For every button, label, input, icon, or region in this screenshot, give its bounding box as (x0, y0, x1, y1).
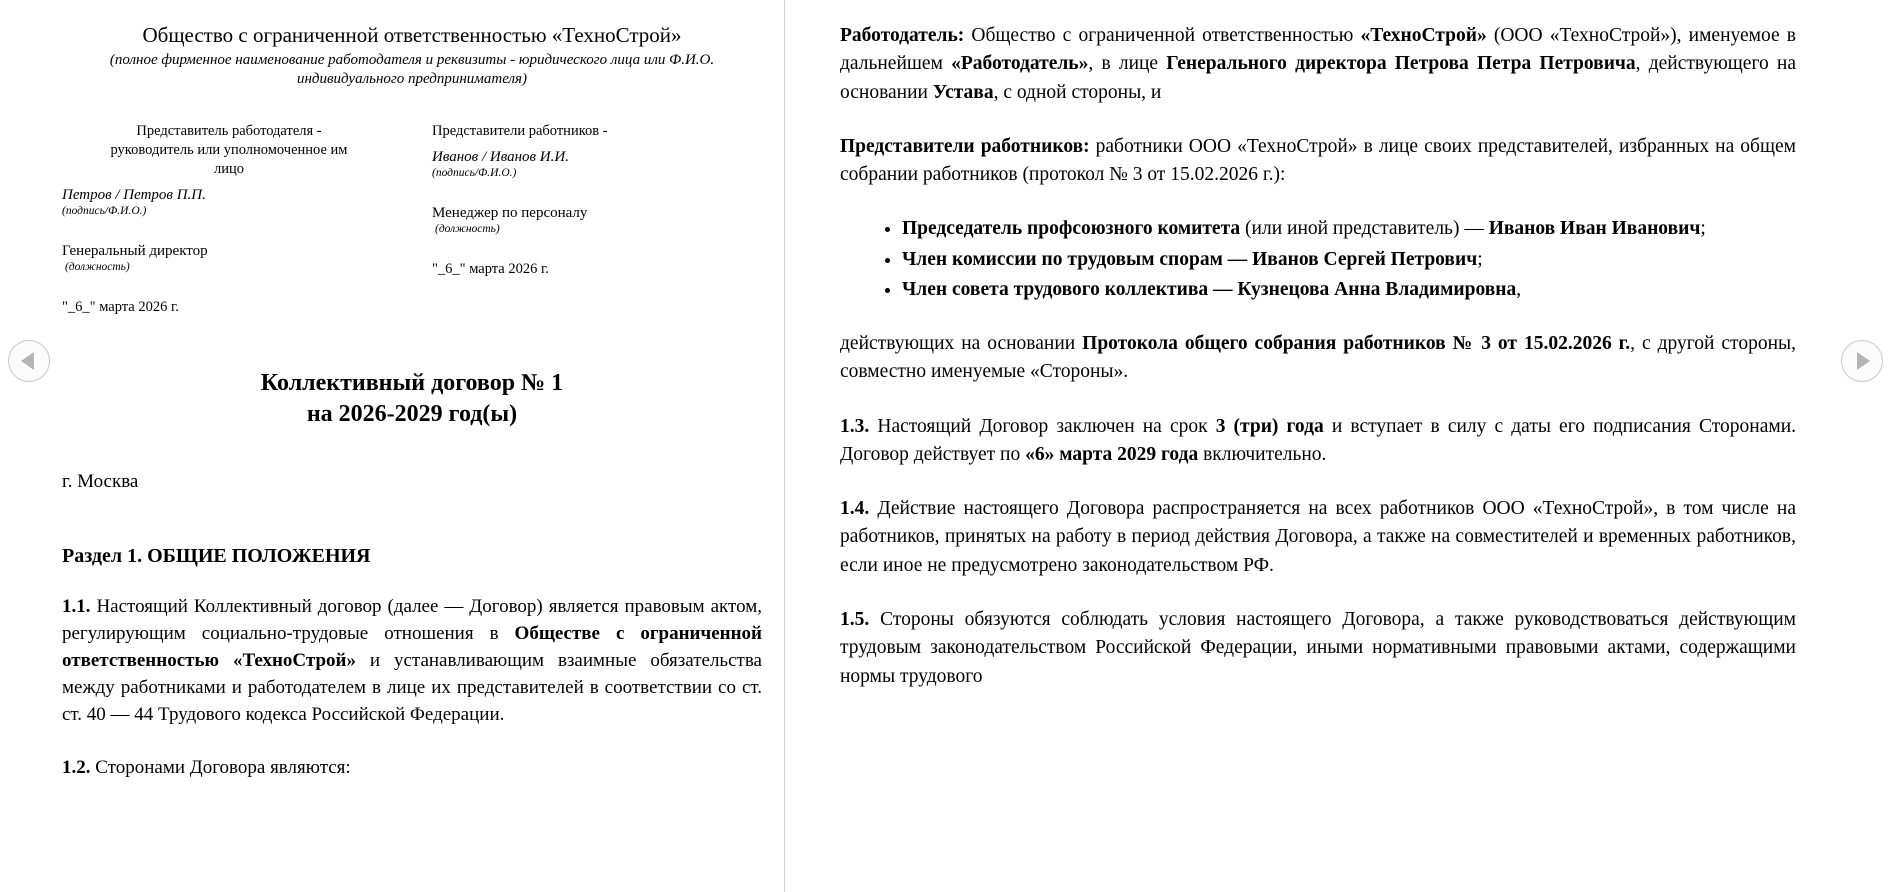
paragraph-1-1-number: 1.1. (62, 595, 91, 617)
paragraph-1-3-bold-2: «6» марта 2029 года (1025, 443, 1199, 465)
employer-bold-4: Генерального директора Петрова Петра Петровича (1166, 53, 1636, 75)
employer-text-2: (ООО «ТехноСтрой»), именуемое в дальнейшем (840, 25, 1796, 75)
previous-page-button[interactable] (8, 340, 50, 382)
rep-1-bold: Член комиссии по трудовым спорам — Иванов Сергей Петрович (902, 248, 1478, 270)
employer-text-1: Общество с ограниченной ответственностью (964, 25, 1361, 46)
paragraph-1-3-text-1: Настоящий Договор заключен на срок (869, 415, 1216, 437)
employer-position-caption: (должность) (65, 260, 130, 273)
rep-2-tail: , (1516, 278, 1522, 300)
acting-bold-1: Протокола общего собрания работников № 3 от 15.02.2026 г. (1082, 333, 1631, 355)
employer-signature-name: Петров / Петров П.П. (62, 187, 206, 204)
employees-position-caption: (должность) (435, 222, 500, 235)
rep-0-mid: (или иной представитель) — (1240, 218, 1489, 240)
paragraph-1-1-text-1: Настоящий Коллективный договор (далее — Договор) является правовым актом, регулирующим социально-трудовые отношения в (62, 595, 762, 644)
rep-0-tail: ; (1700, 218, 1706, 240)
rep-0-bold: Председатель профсоюзного комитета (902, 218, 1241, 240)
paragraph-employees (840, 133, 1796, 190)
employees-signature-name: Иванов / Иванов И.И. (432, 149, 569, 165)
list-item (902, 276, 1796, 304)
paragraph-1-3 (840, 413, 1796, 470)
employer-rep-heading: Представитель работодателя - руководитель или уполномоченное им лицо (110, 122, 348, 178)
document-city: г. Москва (62, 470, 139, 492)
paragraph-1-1-bold-1: Обществе с ограниченной ответственностью «ТехноСтрой» (62, 622, 762, 671)
paragraph-1-2-text-1: Сторонами Договора являются: (90, 756, 351, 778)
rep-2-bold: Член совета трудового коллектива — Кузнецова Анна Владимировна (902, 278, 1517, 300)
employees-position: Менеджер по персоналу (432, 204, 588, 221)
document-title (62, 368, 762, 430)
employees-signature-caption: (подпись/Ф.И.О.) (432, 167, 517, 179)
next-page-button[interactable] (1841, 340, 1883, 382)
paragraph-employer (840, 22, 1796, 107)
employees-rep-heading: Представители работников - (432, 122, 608, 139)
employer-bold-2: «ТехноСтрой» (1360, 25, 1487, 46)
document-title-line-1: Коллективный договор № 1 (260, 370, 564, 397)
list-item (902, 246, 1796, 274)
list-item (902, 215, 1796, 243)
paragraph-1-5-text-1: Стороны обязуются соблюдать условия настоящего Договора, а также руководствоваться действующим трудовым законодательством Российской Федерации, иными нормативными правовыми актами, содержащими нормы трудового (840, 608, 1796, 687)
paragraph-1-4-text-1: Действие настоящего Договора распространяется на всех работников ООО «ТехноСтрой», в том числе на работников, принятых на работу в период действия Договора, а также на совместителей и временных работников, если иное не предусмотрено законодательством РФ. (840, 498, 1796, 576)
paragraph-1-4 (840, 495, 1796, 580)
employees-signature-date: "_6_" марта 2026 г. (432, 261, 549, 278)
employer-text-3: , в лице (1088, 53, 1167, 75)
representatives-list (840, 215, 1796, 304)
signature-column-employer (62, 122, 412, 316)
employer-signature-caption: (подпись/Ф.И.О.) (62, 205, 147, 218)
paragraph-1-1-text-2: и устанавливающим взаимные обязательства между работниками и работодателем в лице их представителей в соответствии со ст. ст. 40 — 44 Трудового кодекса Российской Федерации. (62, 649, 762, 725)
paragraph-1-5-number: 1.5. (840, 608, 870, 630)
employer-label: Работодатель: (840, 25, 965, 46)
paragraph-1-3-number: 1.3. (840, 415, 870, 437)
employees-label: Представители работников: (840, 135, 1090, 157)
paragraph-1-4-number: 1.4. (840, 498, 870, 520)
employer-position: Генеральный директор (62, 242, 208, 259)
employer-signature-date: "_6_" марта 2026 г. (62, 299, 179, 316)
employer-bold-3: «Работодатель» (951, 53, 1089, 75)
acting-text-1: действующих на основании (840, 333, 1083, 355)
organization-title: Общество с ограниченной ответственностью «ТехноСтрой» (142, 23, 682, 47)
paragraph-1-2-number: 1.2. (62, 756, 91, 778)
document-page-left (0, 0, 785, 892)
employer-text-4: , действующего на основании (840, 53, 1796, 103)
paragraph-1-3-bold-1: 3 (три) года (1215, 415, 1324, 437)
paragraph-1-3-text-3: включительно. (1198, 443, 1327, 465)
employer-bold-5: Устава (932, 81, 994, 103)
signature-column-employees (412, 122, 762, 316)
rep-0-bold2: Иванов Иван Иванович (1488, 218, 1701, 240)
document-page-right (785, 0, 1891, 892)
employees-text-1: работники ООО «ТехноСтрой» в лице своих представителей, избранных на общем собрании работников (протокол № 3 от 15.02.2026 г.): (840, 135, 1796, 186)
chevron-left-icon (21, 352, 34, 370)
paragraph-1-2 (62, 755, 762, 782)
document-title-line-2: на 2026-2029 год(ы) (306, 401, 518, 428)
employer-text-5: , с одной стороны, и (993, 81, 1162, 103)
paragraph-1-1 (62, 594, 762, 729)
signature-block (62, 122, 762, 316)
section-1-heading: Раздел 1. ОБЩИЕ ПОЛОЖЕНИЯ (62, 544, 371, 567)
acting-text-2: , с другой стороны, совместно именуемые «Стороны». (840, 333, 1796, 383)
paragraph-1-5 (840, 606, 1796, 691)
paragraph-1-3-text-2: и вступает в силу с даты его подписания Сторонами. Договор действует по (840, 415, 1796, 465)
rep-1-tail: ; (1477, 248, 1483, 270)
chevron-right-icon (1857, 352, 1870, 370)
organization-caption: (полное фирменное наименование работодателя и реквизиты - юридического лица или Ф.И.О. индивидуального предпринимателя) (109, 51, 715, 88)
paragraph-acting (840, 330, 1796, 387)
